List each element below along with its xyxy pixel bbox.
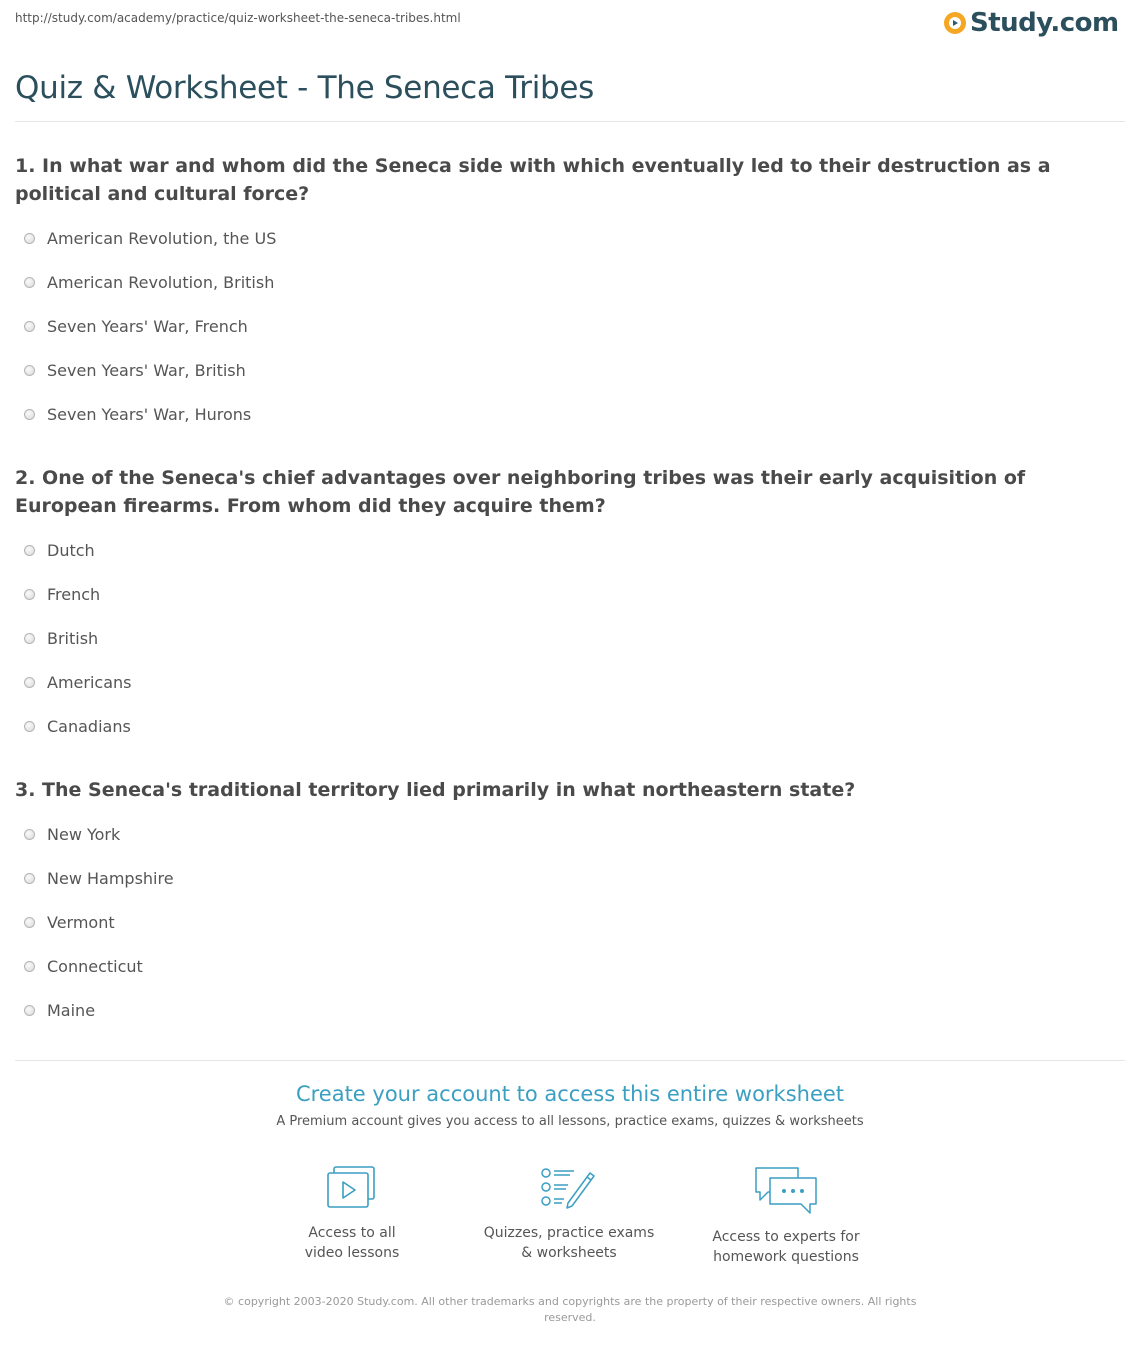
option-label: British [47,628,99,648]
option-label: Seven Years' War, French [47,316,248,336]
answer-option[interactable] [24,528,131,572]
answer-option[interactable] [24,856,174,900]
radio-icon[interactable] [24,873,35,884]
radio-icon[interactable] [24,233,35,244]
radio-icon[interactable] [24,365,35,376]
feature-experts [686,1165,886,1267]
option-label: French [47,584,101,604]
answer-option[interactable] [24,348,276,392]
option-label: Connecticut [47,956,143,976]
question-1-text: 1. In what war and whom did the Seneca side with which eventually led to their destruction as a political and cultural force? [15,155,1051,205]
radio-icon[interactable] [24,917,35,928]
feature-quizzes [469,1165,669,1263]
radio-icon[interactable] [24,633,35,644]
feature-label-line1: Access to all [308,1225,396,1241]
feature-label-line2: homework questions [713,1249,859,1265]
answer-option[interactable] [24,988,174,1032]
radio-icon[interactable] [24,409,35,420]
option-label: Seven Years' War, Hurons [47,404,252,424]
option-label: Canadians [47,716,131,736]
option-label: Maine [47,1000,96,1020]
option-label: American Revolution, British [47,272,275,292]
feature-video-lessons [252,1165,452,1263]
copyright-text: © copyright 2003-2020 Study.com. All other trademarks and copyrights are the property of their respective owners. All rights reserved. [223,1295,917,1324]
video-lessons-icon [326,1165,378,1211]
question-2-text: 2. One of the Seneca's chief advantages over neighboring tribes was their early acquisition of European firearms. From whom did they acquire them? [15,467,1026,517]
radio-icon[interactable] [24,721,35,732]
answer-option[interactable] [24,944,174,988]
option-label: Dutch [47,540,95,560]
radio-icon[interactable] [24,545,35,556]
create-account-link[interactable]: Create your account to access this entire worksheet [295,1082,845,1106]
cta-subtitle: A Premium account gives you access to all lessons, practice exams, quizzes & worksheets [276,1114,864,1129]
question-3-options [24,812,174,1032]
radio-icon[interactable] [24,961,35,972]
feature-label-line1: Quizzes, practice exams [483,1225,655,1241]
answer-option[interactable] [24,660,131,704]
option-label: American Revolution, the US [47,228,277,248]
feature-label-line1: Access to experts for [712,1229,860,1245]
cta-divider [15,1060,1125,1061]
quiz-checklist-icon [540,1165,598,1211]
answer-option[interactable] [24,216,276,260]
title-divider [15,121,1125,122]
option-label: Americans [47,672,132,692]
question-2-options [24,528,131,748]
feature-label-line2: & worksheets [521,1245,617,1261]
feature-label-line2: video lessons [304,1245,400,1261]
radio-icon[interactable] [24,321,35,332]
radio-icon[interactable] [24,829,35,840]
answer-option[interactable] [24,900,174,944]
option-label: New York [47,824,121,844]
logo-text: Study.com [970,8,1119,38]
answer-option[interactable] [24,304,276,348]
play-logo-icon [944,12,966,34]
option-label: New Hampshire [47,868,174,888]
radio-icon[interactable] [24,589,35,600]
radio-icon[interactable] [24,1005,35,1016]
answer-option[interactable] [24,704,131,748]
page-title: Quiz & Worksheet - The Seneca Tribes [15,70,595,106]
answer-option[interactable] [24,812,174,856]
answer-option[interactable] [24,392,276,436]
radio-icon[interactable] [24,677,35,688]
chat-bubbles-icon [754,1165,818,1215]
question-1-options [24,216,276,436]
answer-option[interactable] [24,572,131,616]
question-3-text: 3. The Seneca's traditional territory lied primarily in what northeastern state? [15,779,856,801]
option-label: Vermont [47,912,115,932]
radio-icon[interactable] [24,277,35,288]
answer-option[interactable] [24,616,131,660]
answer-option[interactable] [24,260,276,304]
study-logo[interactable] [944,8,1119,38]
page-url: http://study.com/academy/practice/quiz-worksheet-the-seneca-tribes.html [15,11,461,25]
option-label: Seven Years' War, British [47,360,246,380]
